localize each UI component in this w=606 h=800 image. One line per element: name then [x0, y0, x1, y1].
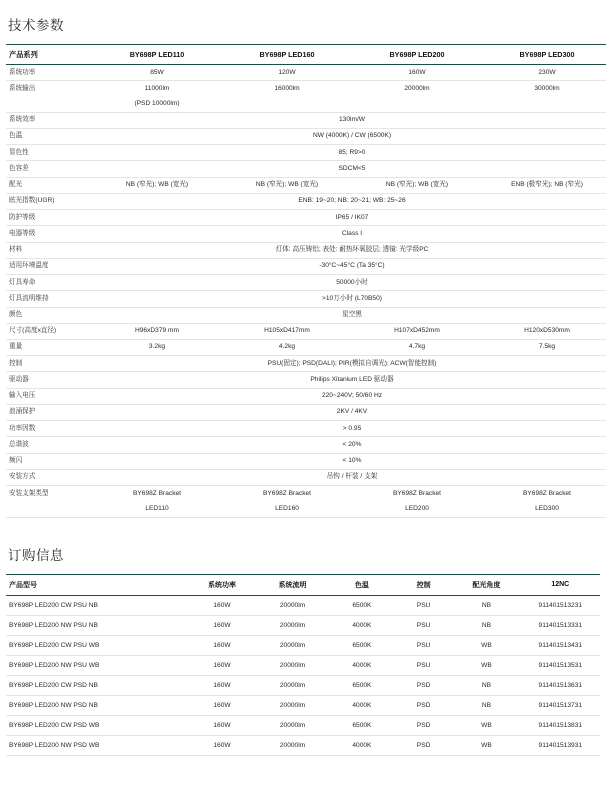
spec-row	[6, 501, 606, 517]
spec-row-value	[482, 96, 606, 112]
spec-row-value: Class I	[92, 226, 606, 242]
spec-row-value: 吊钩 / 杆装 / 支架	[92, 469, 606, 485]
spec-row-label: 显色性	[6, 145, 92, 161]
spec-header-cell: BY698P LED200	[352, 45, 482, 65]
order-cell: 911401513431	[521, 635, 600, 655]
order-header-row	[6, 574, 600, 595]
spec-row-label: 安装方式	[6, 469, 92, 485]
spec-row	[6, 404, 606, 420]
spec-row-label	[6, 96, 92, 112]
spec-row-label: 色温	[6, 128, 92, 144]
spec-row-value: H96xD379 mm	[92, 323, 222, 339]
table-row	[6, 635, 600, 655]
table-row	[6, 675, 600, 695]
spec-row	[6, 161, 606, 177]
order-header-cell: 配光角度	[452, 574, 520, 595]
order-cell: 20000lm	[256, 635, 329, 655]
order-cell: BY698P LED200 NW PSD NB	[6, 695, 188, 715]
order-cell: PSU	[395, 635, 452, 655]
spec-row	[6, 453, 606, 469]
spec-table-head	[6, 45, 606, 65]
spec-row-value: >10万小时 (L70B50)	[92, 291, 606, 307]
order-cell: PSD	[395, 735, 452, 755]
spec-row	[6, 193, 606, 209]
order-cell: BY698P LED200 CW PSD WB	[6, 715, 188, 735]
spec-row	[6, 307, 606, 323]
spec-row	[6, 372, 606, 388]
ordering-info-table	[6, 574, 600, 756]
order-table-head	[6, 574, 600, 595]
spec-row-value: ENB (极窄光); NB (窄光)	[482, 177, 606, 193]
spec-row	[6, 388, 606, 404]
spec-row-label: 尺寸(高度x直径)	[6, 323, 92, 339]
order-cell: PSU	[395, 595, 452, 615]
spec-row-label: 色容差	[6, 161, 92, 177]
table-row	[6, 655, 600, 675]
order-cell: BY698P LED200 NW PSD WB	[6, 735, 188, 755]
order-cell: BY698P LED200 CW PSD NB	[6, 675, 188, 695]
spec-row-label	[6, 501, 92, 517]
spec-row	[6, 242, 606, 258]
order-cell: WB	[452, 655, 520, 675]
spec-row-value: LED160	[222, 501, 352, 517]
order-cell: 911401513531	[521, 655, 600, 675]
order-header-cell: 12NC	[521, 574, 600, 595]
order-cell: 160W	[188, 635, 256, 655]
order-cell: PSD	[395, 675, 452, 695]
spec-row	[6, 96, 606, 112]
spec-row-value: 4.7kg	[352, 339, 482, 355]
order-cell: BY698P LED200 NW PSU NB	[6, 615, 188, 635]
spec-row-value: 3.2kg	[92, 339, 222, 355]
technical-spec-table	[6, 44, 606, 518]
order-cell: 160W	[188, 715, 256, 735]
spec-row-value: 85; R9>0	[92, 145, 606, 161]
order-cell: WB	[452, 735, 520, 755]
spec-row-value: Philips Xitanium LED 驱动器	[92, 372, 606, 388]
spec-table-body	[6, 65, 606, 518]
spec-row-label: 输入电压	[6, 388, 92, 404]
spec-row-value: 星空黑	[92, 307, 606, 323]
table-row	[6, 615, 600, 635]
spec-row-value: > 0.95	[92, 421, 606, 437]
spec-row	[6, 486, 606, 502]
order-cell: PSU	[395, 655, 452, 675]
order-cell: 160W	[188, 695, 256, 715]
spec-row-label: 灯具寿命	[6, 275, 92, 291]
order-cell: 160W	[188, 595, 256, 615]
spec-row	[6, 421, 606, 437]
spec-row-value: 220~240V; 50/60 Hz	[92, 388, 606, 404]
spec-row	[6, 226, 606, 242]
spec-row-value: PSU(固定); PSD(DALI); PIR(模拟自调光); ACW(智能控制)	[92, 356, 606, 372]
spec-row-label: 防护等级	[6, 210, 92, 226]
spec-row-value: (PSD 10000lm)	[92, 96, 222, 112]
order-cell: 4000K	[329, 695, 395, 715]
spec-row-label: 安装支架类型	[9, 489, 49, 497]
spec-row-label: 系统效率	[6, 112, 92, 128]
order-cell: BY698P LED200 CW PSU NB	[6, 595, 188, 615]
spec-row-label: 驱动器	[6, 372, 92, 388]
spec-row	[6, 65, 606, 81]
spec-row-value: -30°C~45°C (Ta 35°C)	[92, 258, 606, 274]
spec-row	[6, 128, 606, 144]
order-cell: 911401513931	[521, 735, 600, 755]
spec-row-label: 频闪	[6, 453, 92, 469]
order-cell: 160W	[188, 735, 256, 755]
order-cell: 20000lm	[256, 715, 329, 735]
spec-row	[6, 339, 606, 355]
ordering-section	[6, 544, 600, 756]
spec-header-cell: 产品系列	[6, 45, 92, 65]
spec-row-value: 灯体: 高压铸铝; 表处: 耐热环氧胶层; 透镜: 光学级PC	[92, 242, 606, 258]
order-cell: 20000lm	[256, 595, 329, 615]
spec-row-value: NB (窄光); WB (宽光)	[222, 177, 352, 193]
order-cell: PSU	[395, 615, 452, 635]
spec-row-label: 功率因数	[6, 421, 92, 437]
spec-row-value: LED110	[92, 501, 222, 517]
spec-row-value: < 10%	[92, 453, 606, 469]
spec-row	[6, 177, 606, 193]
order-cell: NB	[452, 675, 520, 695]
spec-row-label: 控制	[6, 356, 92, 372]
spec-row-value	[222, 96, 352, 112]
spec-row-value: 230W	[482, 65, 606, 81]
spec-row-value: NW (4000K) / CW (6500K)	[92, 128, 606, 144]
spec-row-value: 7.5kg	[482, 339, 606, 355]
order-cell: 6500K	[329, 675, 395, 695]
spec-section-title: 技术参数	[8, 18, 64, 33]
order-cell: 20000lm	[256, 615, 329, 635]
spec-row-label: 系统输出	[9, 84, 36, 92]
spec-header-cell: BY698P LED300	[482, 45, 606, 65]
order-cell: 160W	[188, 615, 256, 635]
spec-row-label: 系统功率	[6, 65, 92, 81]
spec-row-label: 总谐波	[6, 437, 92, 453]
spec-row-value: IP65 / IK07	[92, 210, 606, 226]
spec-row-value: 50000小时	[92, 275, 606, 291]
order-cell: NB	[452, 595, 520, 615]
order-header-cell: 产品型号	[6, 574, 188, 595]
spec-row-value: BY698Z Bracket	[132, 489, 181, 497]
spec-row-value	[352, 96, 482, 112]
order-cell: 20000lm	[256, 695, 329, 715]
spec-row-value: NB (窄光); WB (宽光)	[352, 177, 482, 193]
spec-row-value: BY698Z Bracket	[522, 489, 571, 497]
spec-header-cell: BY698P LED160	[222, 45, 352, 65]
order-cell: 20000lm	[256, 675, 329, 695]
spec-row-label: 适用环境温度	[6, 258, 92, 274]
table-row	[6, 735, 600, 755]
spec-row-value: H107xD452mm	[352, 323, 482, 339]
spec-row-label: 电器等级	[6, 226, 92, 242]
order-cell: 4000K	[329, 655, 395, 675]
spec-row	[6, 437, 606, 453]
spec-row-value: BY698Z Bracket	[262, 489, 311, 497]
order-cell: 6500K	[329, 635, 395, 655]
spec-row	[6, 291, 606, 307]
spec-row-label: 灯具流明维持	[6, 291, 92, 307]
spec-row	[6, 469, 606, 485]
spec-row	[6, 112, 606, 128]
order-cell: 911401513731	[521, 695, 600, 715]
order-cell: WB	[452, 715, 520, 735]
order-header-cell: 色温	[329, 574, 395, 595]
spec-row-value: NB (窄光); WB (宽光)	[92, 177, 222, 193]
spec-row-value: H105xD417mm	[222, 323, 352, 339]
spec-row-value: 85W	[92, 65, 222, 81]
spec-row-value: < 20%	[92, 437, 606, 453]
spec-row-label: 眩光指数(UGR)	[6, 193, 92, 209]
spec-row	[6, 145, 606, 161]
order-cell: 4000K	[329, 615, 395, 635]
order-cell: 911401513331	[521, 615, 600, 635]
spec-row-value: LED300	[482, 501, 606, 517]
order-header-cell: 控制	[395, 574, 452, 595]
spec-row-value: LED200	[352, 501, 482, 517]
order-cell: PSD	[395, 695, 452, 715]
spec-header-row	[6, 45, 606, 65]
order-cell: 6500K	[329, 595, 395, 615]
spec-row	[6, 356, 606, 372]
spec-row-value: 20000lm	[404, 84, 430, 92]
spec-row	[6, 81, 606, 97]
spec-row-value: 30000lm	[534, 84, 560, 92]
order-cell: 160W	[188, 675, 256, 695]
spec-row-label: 重量	[6, 339, 92, 355]
order-section-title: 订购信息	[8, 547, 64, 563]
order-cell: 911401513831	[521, 715, 600, 735]
order-table-body	[6, 595, 600, 755]
spec-row-value: H120xD530mm	[482, 323, 606, 339]
spec-row	[6, 258, 606, 274]
spec-row-value: 130lm/W	[92, 112, 606, 128]
spec-row-value: BY698Z Bracket	[392, 489, 441, 497]
order-cell: NB	[452, 615, 520, 635]
order-cell: 6500K	[329, 715, 395, 735]
spec-row	[6, 275, 606, 291]
spec-row-value: 2KV / 4KV	[92, 404, 606, 420]
spec-row-label: 浪涌保护	[6, 404, 92, 420]
spec-row-label: 材料	[6, 242, 92, 258]
table-row	[6, 595, 600, 615]
table-row	[6, 695, 600, 715]
order-cell: BY698P LED200 CW PSU WB	[6, 635, 188, 655]
spec-row-value: 11000lm	[144, 84, 170, 92]
order-header-cell: 系统流明	[256, 574, 329, 595]
order-header-cell: 系统功率	[188, 574, 256, 595]
order-cell: 4000K	[329, 735, 395, 755]
spec-row-value: 160W	[352, 65, 482, 81]
spec-row-value: 4.2kg	[222, 339, 352, 355]
order-cell: 160W	[188, 655, 256, 675]
order-cell: WB	[452, 635, 520, 655]
spec-row-value: 16000lm	[274, 84, 300, 92]
spec-row	[6, 323, 606, 339]
order-cell: BY698P LED200 NW PSU WB	[6, 655, 188, 675]
order-cell: 20000lm	[256, 735, 329, 755]
order-cell: 20000lm	[256, 655, 329, 675]
order-cell: NB	[452, 695, 520, 715]
spec-row	[6, 210, 606, 226]
order-cell: 911401513231	[521, 595, 600, 615]
spec-header-cell: BY698P LED110	[92, 45, 222, 65]
spec-row-value: SDCM<5	[92, 161, 606, 177]
spec-row-label: 配光	[6, 177, 92, 193]
spec-row-label: 颜色	[6, 307, 92, 323]
table-row	[6, 715, 600, 735]
order-cell: 911401513631	[521, 675, 600, 695]
spec-row-value: ENB: 19~20; NB: 20~21; WB: 25~26	[92, 193, 606, 209]
order-cell: PSD	[395, 715, 452, 735]
spec-row-value: 120W	[222, 65, 352, 81]
